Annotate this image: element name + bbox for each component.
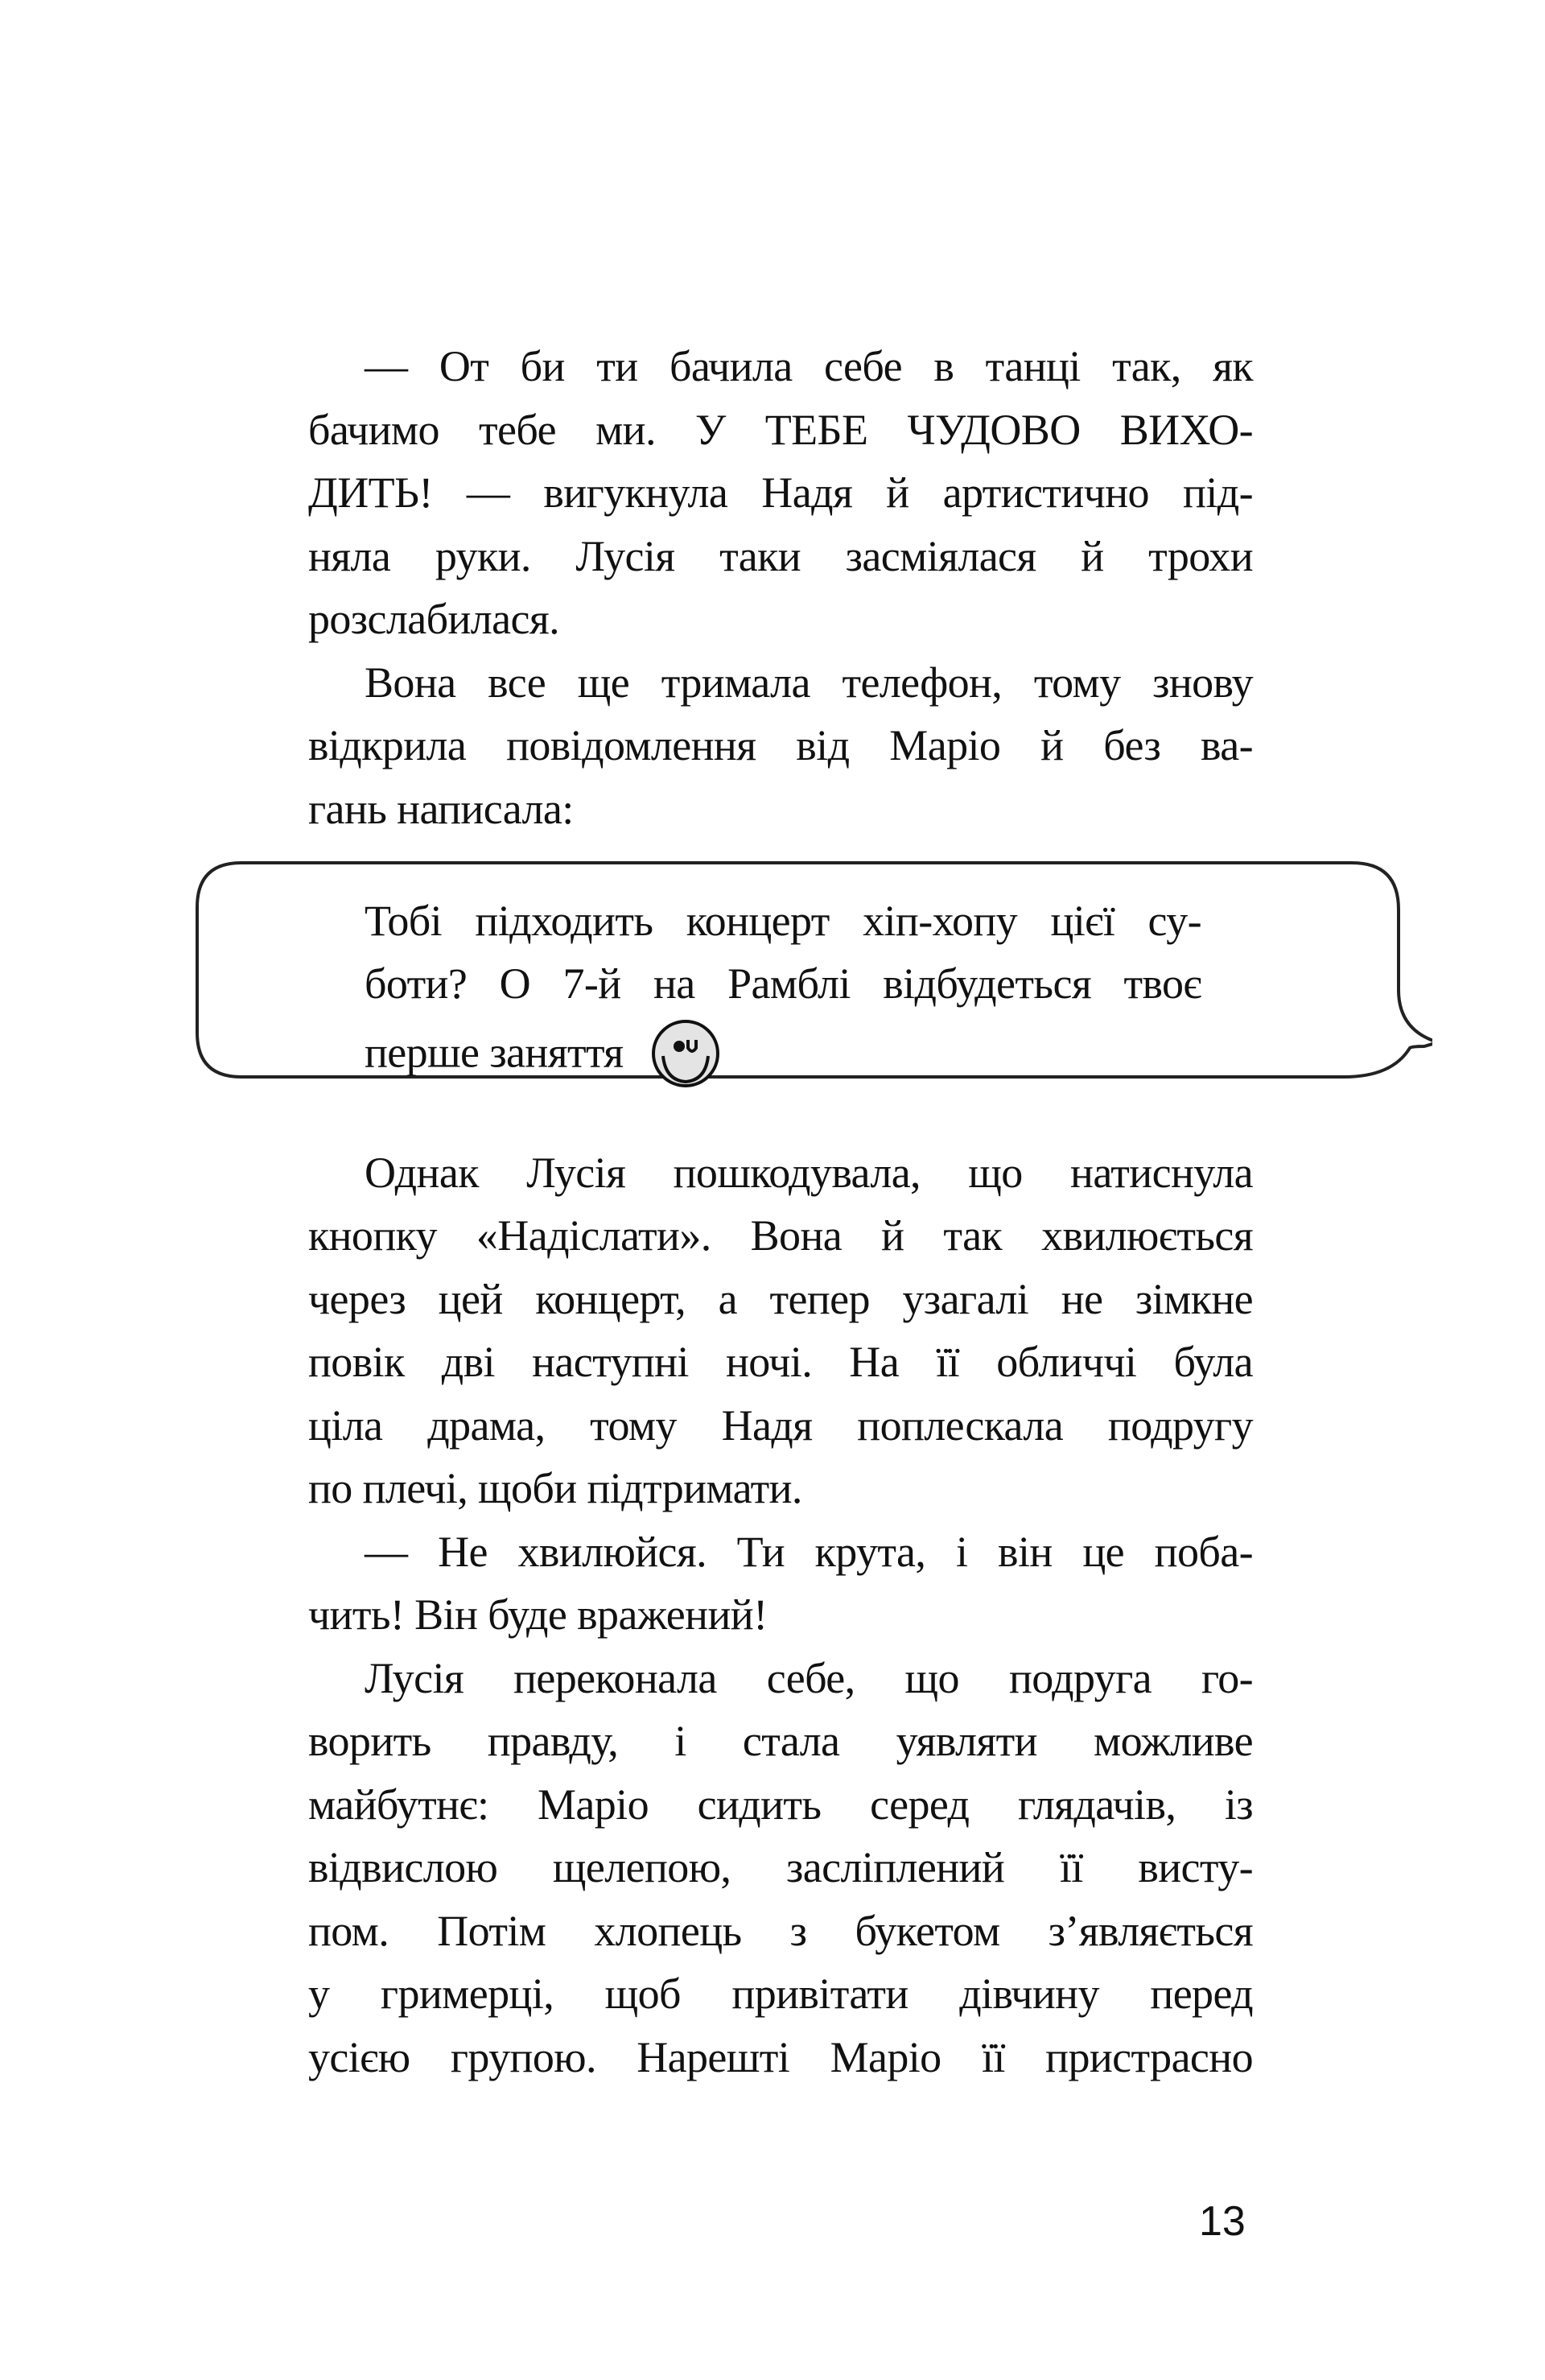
text-line: ворить правду, і стала уявляти можливе [308,1717,1253,1765]
text-line: бачимо тебе ми. У ТЕБЕ ЧУДОВО ВИХО- [308,406,1253,454]
message-line-with-emoji [365,1021,1201,1093]
text-line: няла руки. Лусія таки засміялася й трохи [308,532,1253,580]
message-line: Тобі підходить концерт хіп-хопу цієї су- [365,897,1201,945]
text-line: майбутнє: Маріо сидить серед глядачів, із [308,1780,1253,1829]
text-line: ціла драма, тому Надя поплескала подругу [308,1401,1253,1450]
text-line: відвислою щелепою, засліплений її висту- [308,1843,1253,1891]
text-line: по плечі, щоби підтримати. [308,1464,802,1512]
text-line: через цей концерт, а тепер узагалі не зімкне [308,1275,1253,1323]
smiley-icon [649,1017,722,1090]
text-line: відкрила повідомлення від Маріо й без ва- [308,721,1253,769]
message-line: боти? О 7-й на Рамблі відбудеться твоє [365,959,1201,1008]
text-line: Лусія переконала себе, що подруга го- [365,1654,1253,1702]
text-line: пом. Потім хлопець з букетом з’являється [308,1907,1253,1955]
text-line: ДИТЬ! — вигукнула Надя й артистично під- [308,468,1253,517]
text-line: — Не хвилюйся. Ти крута, і він це поба- [365,1528,1253,1576]
text-line: — От би ти бачила себе в танці так, як [365,342,1253,390]
text-line: кнопку «Надіслати». Вона й так хвилюється [308,1211,1253,1260]
page-number: 13 [1199,2198,1246,2245]
text-line: у гримерці, щоб привітати дівчину перед [308,1970,1253,2018]
text-line: повік дві наступні ночі. На її обличчі була [308,1338,1253,1386]
text-line: гань написала: [308,785,574,833]
text-line: Вона все ще тримала телефон, тому знову [365,658,1253,707]
text-line: усією групою. Нарешті Маріо її пристрасно [308,2033,1253,2081]
text-line: розслабилася. [308,595,560,643]
message-line-text: перше заняття [365,1028,624,1077]
text-line: чить! Він буде вражений! [308,1590,768,1639]
text-line: Однак Лусія пошкодувала, що натиснула [365,1149,1253,1197]
